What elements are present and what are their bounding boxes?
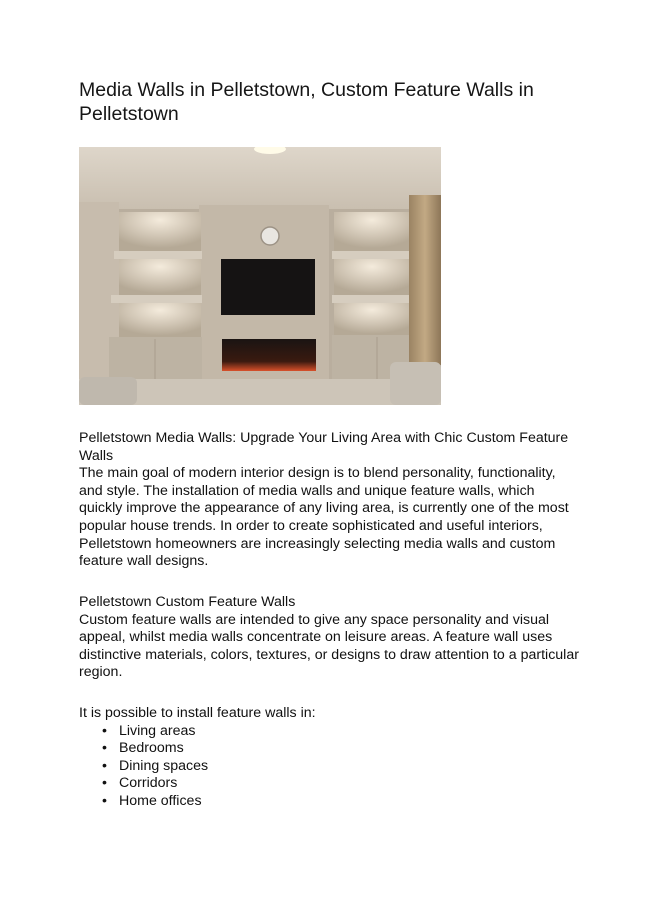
- section-heading: Pelletstown Media Walls: Upgrade Your Living Area with Chic Custom Feature Walls: [79, 430, 569, 464]
- list-item-label: Corridors: [119, 775, 178, 792]
- media-wall-photo-icon: [79, 147, 441, 405]
- section-media-walls: [79, 430, 579, 571]
- list-item: [102, 723, 579, 741]
- section-install-locations: [79, 705, 579, 811]
- section-body: The main goal of modern interior design is to blend personality, functionality, and style. The installation of media walls and unique feature walls, which quickly improve the appearance of any living area, is currently one of the most popular house trends. In order to create sophisticated and useful interiors, Pelletstown homeowners are increasingly selecting media walls and custom feature wall designs.: [79, 465, 569, 570]
- section-custom-feature-walls: [79, 594, 579, 682]
- section-body: Custom feature walls are intended to give any space personality and visual appeal, whilst media walls concentrate on leisure areas. A feature wall uses distinctive materials, colors, textures, or designs to draw attention to a particular region.: [79, 611, 579, 681]
- section-heading: Pelletstown Custom Feature Walls: [79, 594, 296, 610]
- list-item: [102, 758, 579, 776]
- list-item-label: Living areas: [119, 722, 196, 739]
- location-list: [79, 723, 579, 811]
- page-title: Media Walls in Pelletstown, Custom Feature Walls in Pelletstown: [79, 79, 534, 125]
- list-item: [102, 775, 579, 793]
- list-item-label: Dining spaces: [119, 757, 209, 774]
- hero-image: [79, 147, 441, 405]
- list-intro: It is possible to install feature walls in:: [79, 705, 316, 721]
- bullet-icon: •: [102, 757, 107, 774]
- list-item-label: Home offices: [119, 792, 202, 809]
- bullet-icon: •: [102, 775, 107, 792]
- bullet-icon: •: [102, 740, 107, 757]
- bullet-icon: •: [102, 722, 107, 739]
- list-item: [102, 793, 579, 811]
- bullet-icon: •: [102, 792, 107, 809]
- list-item-label: Bedrooms: [119, 740, 184, 757]
- list-item: [102, 740, 579, 758]
